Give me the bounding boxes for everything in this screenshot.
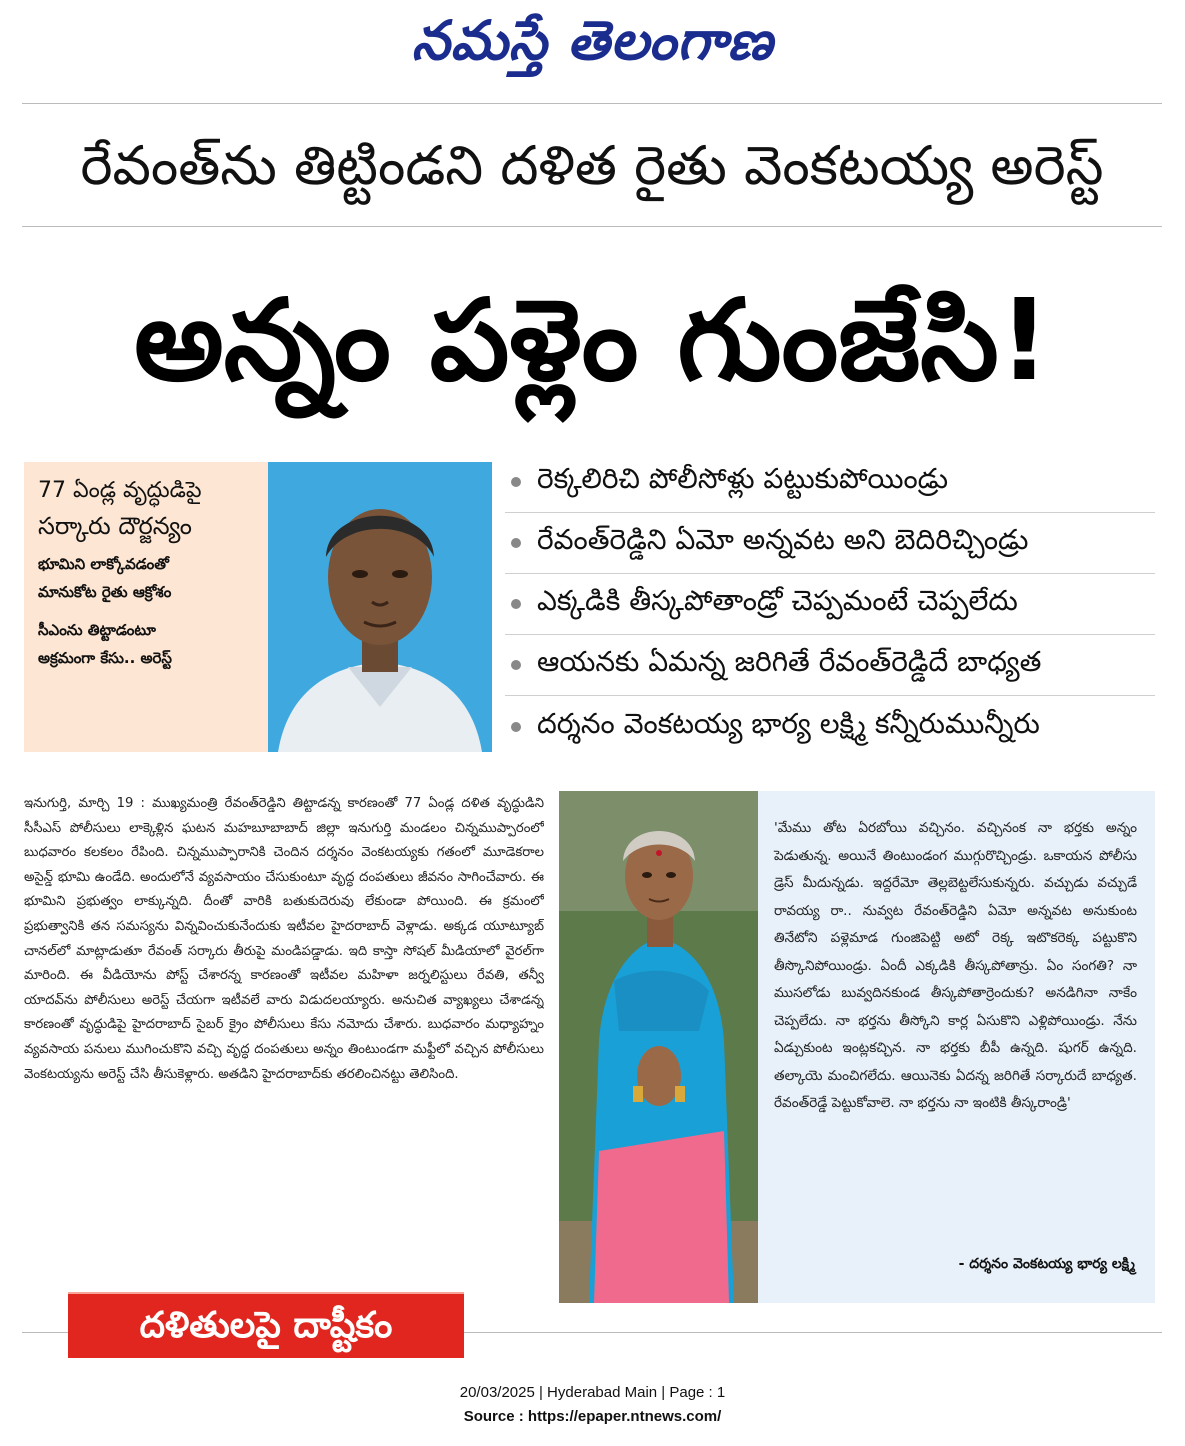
section-banner: దళితులపై దాష్టీకం (68, 1292, 464, 1358)
bullet-icon (511, 599, 521, 609)
bullet-icon (511, 722, 521, 732)
list-item: రెక్కలిరిచి పోలీసోళ్లు పట్టుకుపోయిండ్రు (505, 452, 1155, 513)
list-item: దర్శనం వెంకటయ్య భార్య లక్ష్మి కన్నీరుమున్నీరు (505, 696, 1155, 757)
side-box-sub: అక్రమంగా కేసు.. అరెస్ట్ (38, 649, 172, 667)
list-item: ఆయనకు ఏమన్న జరిగితే రేవంత్‌రెడ్డిదే బాధ్యత (505, 635, 1155, 696)
quote-box (758, 791, 1155, 1303)
footer-edition-info: 20/03/2025 | Hyderabad Main | Page : 1 (459, 1384, 726, 1401)
list-item: రేవంత్‌రెడ్డిని ఏమో అన్నవట అని బెదిరిచ్చిండ్రు (505, 513, 1155, 574)
photo-lakshmi (559, 791, 758, 1303)
quote-attribution: - దర్శనం వెంకటయ్య భార్య లక్ష్మి (958, 1256, 1135, 1272)
side-box-sub: భూమిని లాక్కోవడంతో (38, 555, 169, 573)
article-body: ఇనుగుర్తి, మార్చి 19 : ముఖ్యమంత్రి రేవంత్‌రెడ్డిని తిట్టాడన్న కారణంతో 77 ఏండ్ల దళిత వృద్ధుడిని సీసీఎస్ పోలీసులు లాక్కెళ్లిన ఘటన మహబూబాబాద్ జిల్లా ఇనుగుర్తి మండలం చిన్నముప్పారంలో బుధవారం కలకలం రేపింది. చిన్నముప్పారానికి చెందిన దర్శనం వెంకటయ్యకు గతంలో మూడెకరాల అసైన్డ్ భూమి ఉండేది. అందులోనే వ్యవసాయం చేసుకుంటూ వృద్ధ దంపతులు జీవనం సాగించేవారు. ఈ భూమిని ప్రభుత్వం లాక్కున్నది. దీంతో వారికి బతుకుదెరువు లేకుండా పోయింది. ఈ క్రమంలో ప్రభుత్వానికి తన సమస్యను విన్నవించుకునేందుకు ఇటీవల హైదరాబాద్ వెళ్లాడు. అక్కడ యూట్యూబ్ చానల్‌లో మాట్లాడుతూ రేవంత్ సర్కారు తీరుపై మండిపడ్డాడు. ఇది కాస్తా సోషల్ మీడియాలో వైరల్‌గా మారింది. ఈ వీడియోను పోస్ట్ చేశారన్న కారణంతో ఇటీవల మహిళా జర్నలిస్టులు రేవతి, తన్వీ యాదవ్‌ను పోలీసులు అరెస్ట్ చేయగా ఇటీవలే వారు విడుదలయ్యారు. అనుచిత వ్యాఖ్యలు చేశాడన్న కారణంతో వృద్ధుడిపై హైదరాబాద్ సైబర్ క్రైం పోలీసులు కేసు నమోదు చేశారు. బుధవారం మధ్యాహ్నం వ్యవసాయ పనులు ముగించుకొని వచ్చి వృద్ధ దంపతులు అన్నం తింటుండగా మఫ్టీలో వచ్చిన పోలీసులు వెంకటయ్యను అరెస్ట్ చేసి తీసుకెళ్లారు. అతడిని హైదరాబాద్‌కు తరలించినట్టు తెలిసింది. (24, 796, 544, 1082)
divider (22, 226, 1162, 227)
bullet-icon (511, 538, 521, 548)
kicker-headline: రేవంత్‌ను తిట్టిండని దళిత రైతు వెంకటయ్య అరెస్ట్ (80, 134, 1104, 197)
main-headline: అన్నం పళ్లెం గుంజేసి! (134, 276, 1050, 406)
divider (22, 103, 1162, 104)
side-box-line1: 77 ఏండ్ల వృద్ధుడిపై (38, 478, 202, 503)
bullet-list (505, 452, 1155, 757)
masthead-title: నమస్తే తెలంగాణ (411, 8, 774, 72)
bullet-icon (511, 477, 521, 487)
footer-source: Source : https://epaper.ntnews.com/ (463, 1408, 722, 1425)
side-box-line2: సర్కారు దౌర్జన్యం (38, 512, 192, 540)
man-portrait-image (268, 462, 492, 752)
masthead (0, 8, 1185, 88)
list-item: ఎక్కడికి తీస్కపోతాండ్రో చెప్పమంటే చెప్పలేదు (505, 574, 1155, 635)
side-box (24, 462, 268, 752)
side-box-sub: సీఎంను తిట్టాడంటూ (38, 621, 156, 639)
quote-text: 'మేము తోట ఏరబోయి వచ్చినం. వచ్చినంక నా భర్తకు అన్నం పెడుతున్న. అయినే తింటుండంగ ముగ్గురొచ్చిండ్రు. ఒకాయన పోలీసు డ్రెస్ మీదున్నడు. ఇద్దరేమో తెల్లబెట్టలేసుకున్నరు. వచ్చుడు వచ్చుడే రావయ్య రా.. నువ్వట రేవంత్‌రెడ్డిని ఏమో అన్నవట అనుకుంట తినేటోని పళ్లెమాడ గుంజిపెట్టి అటో రెక్క ఇటొకరెక్క పట్టుకొని తీస్కొనిపోయిండ్రు. ఏందీ ఎక్కడికి తీస్కపోతాన్రు. ఏం సంగతి? నా ముసలోడు బువ్వదినకుండ తీస్కపోతార్రెందుకు? అనడిగినా నాకేం చెప్పలేదు. నా భర్తను తీస్కోని కార్ల ఏసుకొని ఎళ్లిపోయిండ్రు. నేను ఏడ్చుకుంట ఇంట్లకచ్చిన. నా భర్తకు బీపీ ఉన్నది. షుగర్ ఉన్నది. తల్కాయె మంచిగలేదు. ఆయినెకు ఏదన్న జరిగితే సర్కారుదే బాధ్యత. రేవంత్‌రెడ్డే పెట్టుకోవాలె. నా భర్తను నా ఇంటికి తీస్కరాండ్రి' (774, 820, 1137, 1111)
side-box-sub: మానుకోట రైతు ఆక్రోశం (38, 583, 172, 601)
woman-portrait-image (559, 791, 758, 1303)
photo-venkataiah (268, 462, 492, 752)
bullet-icon (511, 660, 521, 670)
